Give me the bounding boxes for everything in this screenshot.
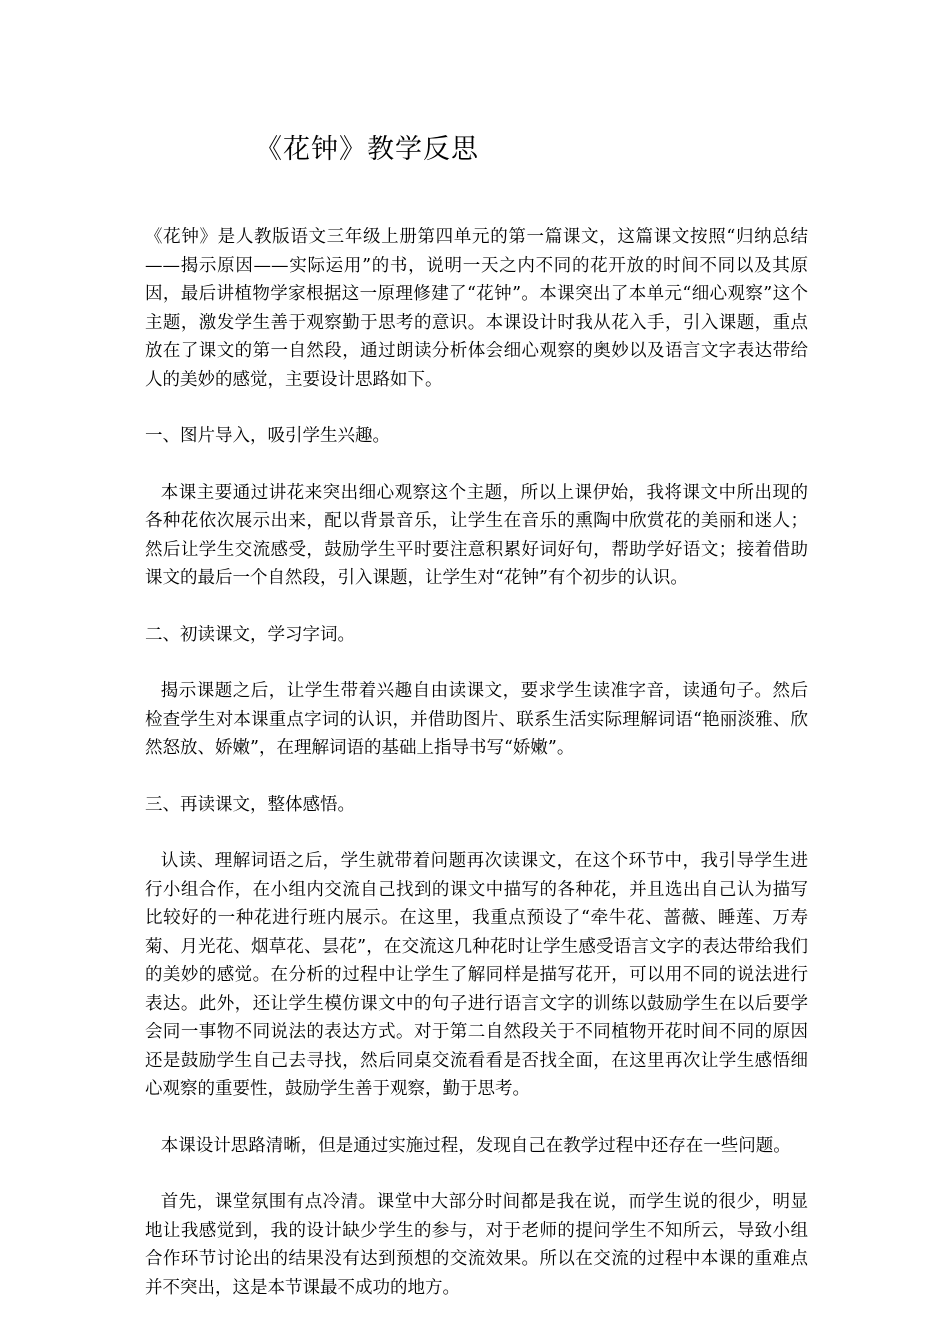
paragraph-gap: [145, 593, 808, 621]
reflection-first-paragraph: 首先，课堂氛围有点冷清。课堂中大部分时间都是我在说，而学生说的很少，明显地让我感觉到，我的设计缺少学生的参与，对于老师的提问学生不知所云，导致小组合作环节讨论出的结果没有达到预想的交流效果。所以在交流的过程中本课的重难点并不突出，这是本节课最不成功的地方。: [145, 1192, 808, 1298]
document-body: [145, 223, 808, 1302]
paragraph-gap: [145, 451, 808, 479]
paragraph-gap: [145, 1104, 808, 1132]
section-1-heading: 一、图片导入，吸引学生兴趣。: [145, 426, 390, 446]
section-2-paragraph: 揭示课题之后，让学生带着兴趣自由读课文，要求学生读准字音，读通句子。然后检查学生对本课重点字词的认识，并借助图片、联系生活实际理解词语“艳丽淡雅、欣然怒放、娇嫩”，在理解词语的基础上指导书写“娇嫩”。: [145, 681, 808, 758]
reflection-intro-paragraph: 本课设计思路清晰，但是通过实施过程，发现自己在教学过程中还存在一些问题。: [160, 1135, 791, 1156]
paragraph-gap: [145, 649, 808, 677]
paragraph-gap: [145, 763, 808, 791]
section-2-heading: 二、初读课文，学习字词。: [145, 624, 355, 645]
paragraph-gap: [145, 394, 808, 422]
paragraph-gap: [145, 1160, 808, 1188]
section-3-paragraph: 认读、理解词语之后，学生就带着问题再次读课文，在这个环节中，我引导学生进行小组合作，在小组内交流自己找到的课文中描写的各种花，并且选出自己认为描写比较好的一种花进行班内展示。在这里，我重点预设了“牵牛花、蔷薇、睡莲、万寿菊、月光花、烟草花、昙花”，在交流这几种花时让学生感受语言文字的表达带给我们的美妙的感觉。在分析的过程中让学生了解同样是描写花开，可以用不同的说法进行表达。此外，还让学生模仿课文中的句子进行语言文字的训练以鼓励学生在以后要学会同一事物不同说法的表达方式。对于第二自然段关于不同植物开花时间不同的原因还是鼓励学生自己去寻找，然后同桌交流看看是否找全面，在这里再次让学生感悟细心观察的重要性，鼓励学生善于观察，勤于思考。: [145, 851, 808, 1099]
document-title: 《花钟》教学反思: [255, 134, 479, 165]
paragraph-gap: [145, 819, 808, 847]
section-3-heading: 三、再读课文，整体感悟。: [145, 794, 355, 815]
intro-paragraph: 《花钟》是人教版语文三年级上册第四单元的第一篇课文，这篇课文按照“归纳总结——揭示原因——实际运用”的书，说明一天之内不同的花开放的时间不同以及其原因，最后讲植物学家根据这一原理修建了“花钟”。本课突出了本单元“细心观察”这个主题，激发学生善于观察勤于思考的意识。本课设计时我从花入手，引入课题，重点放在了课文的第一自然段，通过朗读分析体会细心观察的奥妙以及语言文字表达带给人的美妙的感觉，主要设计思路如下。: [145, 227, 808, 390]
section-1-paragraph: 本课主要通过讲花来突出细心观察这个主题，所以上课伊始，我将课文中所出现的各种花依次展示出来，配以背景音乐，让学生在音乐的熏陶中欣赏花的美丽和迷人；然后让学生交流感受，鼓励学生平时要注意积累好词好句，帮助学好语文；接着借助课文的最后一个自然段，引入课题，让学生对“花钟”有个初步的认识。: [145, 482, 808, 588]
